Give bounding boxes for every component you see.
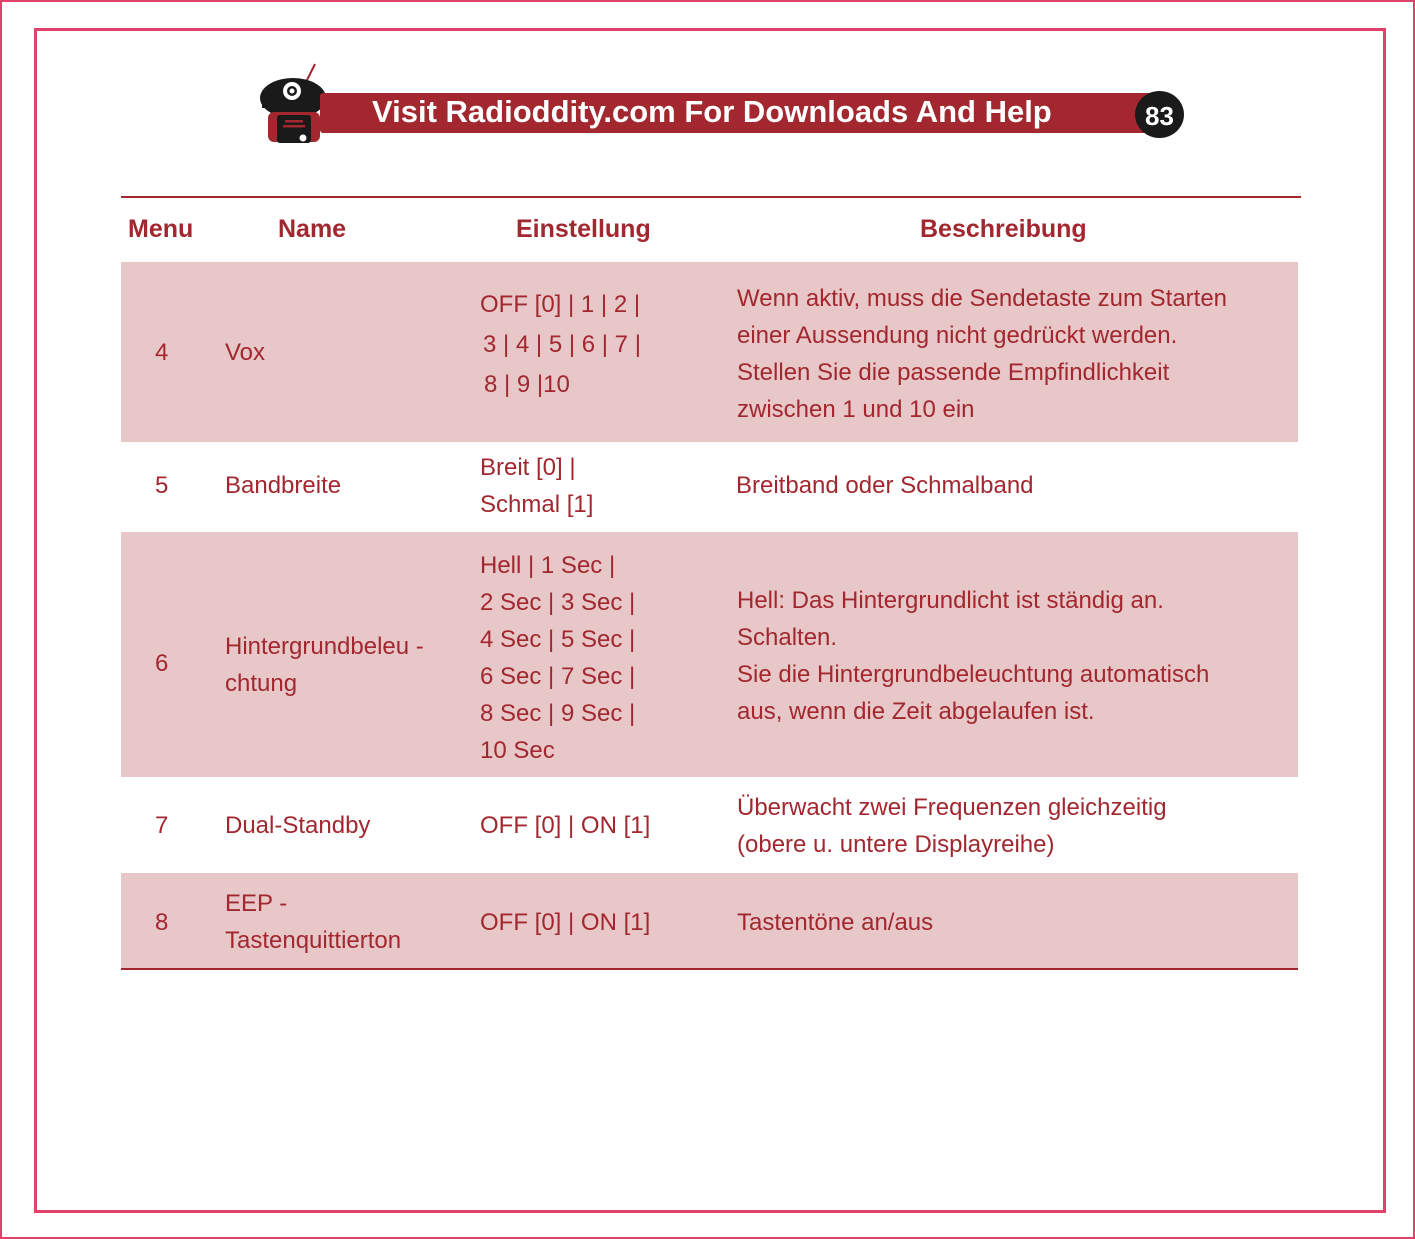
column-header-beschreibung: Beschreibung [920,215,1087,243]
setting-values: OFF [0] | ON [1] [480,812,651,839]
setting-description: Überwacht zwei Frequenzen gleichzeitig (obere u. untere Displayreihe) [737,794,1167,858]
setting-description: Tastentöne an/aus [737,909,934,936]
menu-number: 4 [155,339,169,366]
setting-name: Hintergrundbeleu - chtung [225,633,424,697]
setting-name: Dual-Standby [225,812,371,839]
column-header-name: Name [278,215,347,243]
setting-name: EEP - Tastenquittierton [225,890,402,954]
setting-description: Wenn aktiv, muss die Sendetaste zum Starten einer Aussendung nicht gedrückt werden. Stellen Sie die passende Empfindlichkeit zwischen 1 und 10 ein [737,285,1228,423]
menu-number: 6 [155,650,169,677]
setting-values: Hell | 1 Sec | 2 Sec | 3 Sec | 4 Sec | 5 Sec | 6 Sec | 7 Sec | 8 Sec | 9 Sec | 10 Sec [480,552,636,764]
table-top-rule [121,196,1301,198]
setting-name: Vox [225,339,266,366]
menu-number: 7 [155,812,169,839]
table-bottom-rule [121,968,1298,970]
setting-name: Bandbreite [225,472,342,499]
menu-number: 5 [155,472,169,499]
setting-description: Hell: Das Hintergrundlicht ist ständig an. Schalten. Sie die Hintergrundbeleuchtung automatisch aus, wenn die Zeit abgelaufen ist. [737,587,1210,725]
header-banner-text: Visit Radioddity.com For Downloads And Help [372,94,1052,129]
setting-values: OFF [0] | ON [1] [480,909,651,936]
setting-values: Breit [0] | Schmal [1] [480,454,594,518]
page-number-badge: 83 [1135,91,1184,138]
column-header-einstellung: Einstellung [516,215,651,243]
column-header-menu: Menu [128,215,194,243]
setting-values: OFF [0] | 1 | 2 | 3 | 4 | 5 | 6 | 7 | 8 | 9 |10 [480,291,641,398]
setting-description: Breitband oder Schmalband [736,472,1034,499]
menu-number: 8 [155,909,169,936]
